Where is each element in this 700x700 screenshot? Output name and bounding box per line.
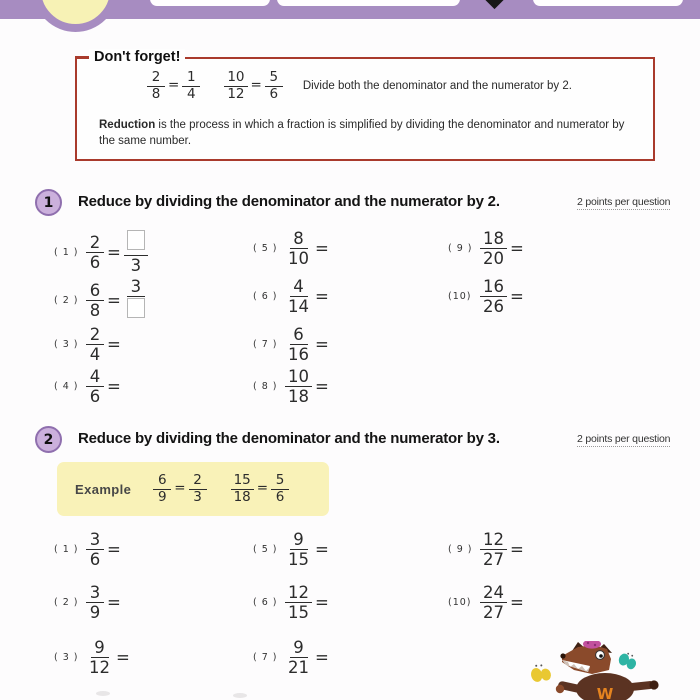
fraction: $\frac{9}{15}$ [288, 530, 309, 569]
problem-label: ( 6 ) [253, 597, 278, 608]
equals-sign: = [315, 593, 329, 612]
problem-label: ( 5 ) [253, 243, 278, 254]
equals-sign: = [256, 480, 269, 497]
problem-label: ( 3 ) [54, 339, 79, 350]
section-1-title: Reduce by dividing the denominator and the numerator by 2. [78, 193, 500, 210]
problem-label: ( 3 ) [54, 652, 79, 663]
problem [253, 367, 332, 406]
problem [448, 229, 527, 268]
header-field-box[interactable] [277, 0, 460, 6]
dont-forget-box [75, 49, 655, 161]
problem [253, 530, 332, 569]
teal-butterfly [617, 650, 639, 670]
yellow-butterfly [529, 662, 552, 684]
example-equation [147, 70, 200, 102]
problem-label: ( 6 ) [253, 291, 278, 302]
mascot-letter: W [596, 685, 614, 700]
dont-forget-equations [147, 70, 572, 102]
equals-sign: = [174, 480, 186, 497]
fraction: $\frac{5}{6}$ [265, 70, 283, 102]
problem-label: ( 4 ) [54, 381, 79, 392]
problem [54, 325, 124, 364]
example-label: Example [75, 481, 132, 497]
fraction: $\frac{10}{18}$ [285, 367, 312, 406]
fraction: $\frac{6}{9}$ [153, 473, 171, 505]
fraction: $\frac{9}{12}$ [89, 638, 110, 677]
equals-sign: = [107, 335, 121, 354]
wolf [556, 641, 659, 700]
equals-sign: = [315, 287, 329, 306]
lesson-number-circle [33, 0, 118, 32]
problem-label: ( 5 ) [253, 544, 278, 555]
page-smudge [233, 693, 247, 698]
answer-box[interactable] [127, 230, 145, 250]
definition-term: Reduction [99, 119, 156, 131]
equals-sign: = [510, 239, 524, 258]
problem-label: ( 7 ) [253, 339, 278, 350]
fraction: 3 [124, 229, 148, 275]
fraction: $\frac{3}{6}$ [86, 530, 104, 569]
fraction: $\frac{2}{3}$ [189, 473, 207, 505]
problem [54, 277, 148, 323]
problem [253, 229, 332, 268]
section-1-points: 2 points per question [577, 196, 671, 208]
equals-sign: = [510, 593, 524, 612]
fraction: $\frac{2}{8}$ [147, 70, 165, 102]
example-equation [224, 70, 283, 102]
problem-label: (10) [448, 597, 472, 608]
example-equation [231, 473, 290, 505]
fraction: $\frac{9}{21}$ [288, 638, 309, 677]
fraction: $\frac{8}{10}$ [288, 229, 309, 268]
fraction: $\frac{10}{12}$ [224, 70, 247, 102]
problem [54, 530, 124, 569]
fraction: $\frac{3}{9}$ [86, 583, 104, 622]
problem [253, 277, 332, 316]
wolf-mascot [520, 641, 700, 700]
equals-sign: = [510, 287, 524, 306]
fraction: $\frac{18}{20}$ [480, 229, 507, 268]
page-smudge [96, 691, 110, 696]
problem [253, 325, 332, 364]
problem [54, 583, 124, 622]
equals-sign: = [116, 648, 130, 667]
equals-sign: = [107, 593, 121, 612]
problem-label: (10) [448, 291, 472, 302]
fraction: $\frac{5}{6}$ [271, 473, 289, 505]
problem [253, 638, 332, 677]
problem [253, 583, 332, 622]
problem [448, 530, 527, 569]
section-2-points: 2 points per question [577, 433, 671, 445]
equals-sign: = [168, 77, 180, 94]
fraction: $\frac{4}{6}$ [86, 367, 104, 406]
example-box [57, 462, 329, 516]
header-field-box[interactable] [150, 0, 270, 6]
equals-sign: = [107, 377, 121, 396]
problem [54, 638, 133, 677]
equals-sign: = [315, 377, 329, 396]
fraction: 3 [124, 277, 148, 323]
problem-label: ( 2 ) [54, 294, 79, 306]
fraction: $\frac{1}{4}$ [182, 70, 200, 102]
header-field-box[interactable] [533, 0, 683, 6]
equals-sign: = [315, 239, 329, 258]
section-1-number: 1 [35, 189, 62, 216]
fraction: $\frac{6}{16}$ [288, 325, 309, 364]
fraction: $\frac{12}{27}$ [480, 530, 507, 569]
reduction-definition [99, 118, 639, 149]
problem-label: ( 1 ) [54, 246, 79, 258]
problem-label: ( 9 ) [448, 544, 473, 555]
equals-sign: = [315, 335, 329, 354]
answer-box[interactable] [127, 298, 145, 318]
problem [54, 229, 148, 275]
equals-sign: = [107, 290, 121, 310]
problem [54, 367, 124, 406]
equals-sign: = [107, 242, 121, 262]
dont-forget-caption: Divide both the denominator and the numerator by 2. [302, 80, 572, 92]
problem-label: ( 7 ) [253, 652, 278, 663]
problem-label: ( 8 ) [253, 381, 278, 392]
dont-forget-title: Don't forget! [89, 49, 185, 65]
equals-sign: = [510, 540, 524, 559]
problem [448, 277, 527, 316]
equals-sign: = [250, 77, 262, 94]
fraction: $\frac{2}{4}$ [86, 325, 104, 364]
problem-label: ( 2 ) [54, 597, 79, 608]
problem-label: ( 9 ) [448, 243, 473, 254]
example-equation [153, 473, 206, 505]
fraction: $\frac{6}{8}$ [86, 281, 104, 320]
border-tick [75, 56, 89, 59]
problem-label: ( 1 ) [54, 544, 79, 555]
equals-sign: = [315, 540, 329, 559]
section-2-title: Reduce by dividing the denominator and the numerator by 3. [78, 430, 500, 447]
fraction: $\frac{4}{14}$ [288, 277, 309, 316]
fraction: $\frac{2}{6}$ [86, 233, 104, 272]
equals-sign: = [107, 540, 121, 559]
fraction: $\frac{16}{26}$ [480, 277, 507, 316]
fraction: $\frac{24}{27}$ [480, 583, 507, 622]
fraction: $\frac{15}{18}$ [231, 473, 254, 505]
problem [448, 583, 527, 622]
definition-text: is the process in which a fraction is simplified by dividing the denominator and numerator by the same number. [99, 119, 625, 147]
equals-sign: = [315, 648, 329, 667]
section-2-number: 2 [35, 426, 62, 453]
fraction: $\frac{12}{15}$ [285, 583, 312, 622]
